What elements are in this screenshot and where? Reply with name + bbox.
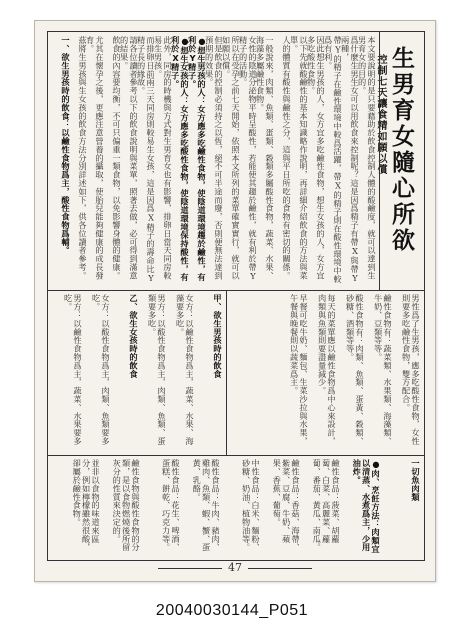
text-column: 鹼性食物與酸性食物的分類，是以食物燃燒後所留灰分的性質來決定的。 [112, 459, 141, 552]
text-column: 尤其在懷孕之後，更應注意營養的攝取，使胎兒能夠健康的成長發育。 [85, 36, 105, 280]
text-column: 爲什麼生男生女可以用飲食來控制呢？這是因爲精子有帶X與帶Y兩種， [340, 36, 360, 284]
text-column: 男方：以酸性食物爲主，肉類、魚類、蛋類要多吃。 [147, 294, 167, 446]
text-column: 請各位讀者參考以下的飲食說明與菜單，照著去做，必可得到滿意的結果。 [119, 36, 139, 280]
text-column: 男方：以鹼性食物爲主，蔬菜、水果要多吃。 [63, 294, 83, 446]
text-column: 並非以食物的味道來區分，例如檸檬雖然很酸，卻屬於鹼性食物。 [72, 459, 101, 552]
top-text-area [50, 36, 376, 284]
section-divider-lower [48, 455, 424, 456]
text-column: 但是飲食的控制必須持之以恆，絕不可半途而廢，否則便無法達到預期的效果。 [204, 36, 224, 280]
middle-left-text-area [52, 294, 222, 450]
text-column: 早餐可吃牛奶、麵包、生菜沙拉與水果，午餐與晚餐則以蔬菜爲主。 [289, 294, 309, 446]
text-column: 中性食品：白米、麵粉、砂糖、奶油、植物油等。 [241, 459, 261, 552]
image-caption: 20040030144_P051 [155, 602, 309, 619]
text-column: 酸性食物有：肉類、魚類、蛋黃、穀類、砂糖、酒類等等。 [345, 294, 365, 446]
text-column: 鹼性食品：香菇、海帶、紫菜、豆腐、牛奶、蘋果、香蕉、葡萄。 [272, 459, 301, 552]
text-column: 酸性食品：花生、啤酒、蛋糕、餅乾、巧克力等。 [161, 459, 181, 552]
page-number: 47 [35, 561, 435, 574]
bottom-text-area [52, 459, 420, 556]
text-column: 女性的陰道分泌物平時呈酸性，若能使其趨於鹼性，就有利於帶Y精子的活動。 [238, 36, 258, 282]
article-title: 生男育女隨心所欲 [388, 46, 414, 254]
text-column: 鹼性食物有：蔬菜類、水果類、海藻類、牛奶、豆類等等。 [373, 294, 393, 446]
text-column: 所以在受孕之前七天開始，依照本文所列的菜單確實實行，就可以如願以償。 [221, 36, 241, 280]
text-column: 帶Y的精子在鹼性環境中較爲活躍，帶X的精子則在酸性環境中較爲有利。 [323, 36, 343, 284]
text-column: 一切魚肉類 [411, 459, 421, 501]
text-column: 本文要說明的是只要藉助於飲食控制人體的酸鹼度，就可以達到生男育女的目的。 [357, 36, 377, 280]
text-column: 每天的菜單應以鹼性食物爲中心來設計，肉類與魚類則要盡量減少。 [317, 294, 337, 446]
middle-text-area [230, 294, 420, 450]
text-column: ●想生女孩的人：女方應多吃酸性食物，使陰道環境保持酸性，有利於X精子。 [170, 36, 190, 282]
text-column: ●想生男孩的人：女方應多吃鹼性食物，使陰道環境趨於鹼性，有利於Y精子。 [187, 36, 207, 282]
section-divider-upper [48, 290, 424, 291]
text-column: 女方：以酸性食物爲主，肉類、魚類要多吃。 [91, 294, 111, 446]
text-column: 此外，同房的時機與方式對生男育女也有影響，排卵日當天同房較易生男孩。 [153, 36, 173, 280]
scanned-page [34, 20, 436, 582]
text-column: 一、欲生男孩時的飲食：以鹼性食物爲主，酸性食物爲輔。 [61, 36, 71, 255]
text-column: 乙、欲生女孩時的飲食 [129, 294, 139, 378]
text-column: 飲食的內容要均衡，不可只偏重一類食物，以免影響身體的健康。 [112, 36, 122, 280]
text-column: 男性爲了生男孩，應多吃酸性食物，女性則要多吃鹼性食物，雙方配合。 [401, 294, 421, 446]
text-column: 一般說來，肉類、魚類、蛋類、穀類多屬酸性食物，蔬菜、水果、海藻多屬鹼性食物。 [255, 36, 275, 280]
text-column: 酸性食品：牛肉、豬肉、雞肉、魚類、蝦、蟹、蛋黃、乳酪。 [192, 459, 221, 552]
title-divider [379, 32, 380, 290]
text-column: 茲將生男孩與生女孩的飲食方法分別詳述如下，供各位讀者參考。 [78, 36, 88, 280]
text-column: 因此想生男孩的人，女方宜多吃鹼性食物，想生女孩的人，女方宜多吃酸性食物。 [306, 36, 326, 280]
text-column: 甲、欲生男孩時的飲食 [213, 294, 223, 378]
text-column: 人的體質有酸性與鹼性之分，這與平日所吃的食物有密切的關係。 [282, 36, 292, 280]
text-column: ●肉、烹飪方法：肉類宜以清蒸、水煮爲主，少用油炸。 [352, 459, 381, 554]
text-column: 而排卵日前兩三天同房則較易生女孩，這是因爲X精子的壽命比Y精子長的緣故。 [136, 36, 156, 284]
middle-column-divider [226, 290, 227, 455]
text-column: 女方：以鹼性食物爲主，蔬菜、水果、海藻要多吃。 [175, 294, 195, 446]
article-subtitle: 控制七天讓食精如願以償 [375, 54, 386, 175]
text-column: 鹼性食品：菠菜、胡蘿蔔、白菜、高麗菜、蘿蔔、番茄、黃瓜、南瓜。 [312, 459, 341, 552]
page-frame [47, 31, 425, 561]
text-column: 以下先就酸鹼性的基本知識略作說明，再詳細介紹飲食的方法與菜單。 [289, 36, 309, 280]
